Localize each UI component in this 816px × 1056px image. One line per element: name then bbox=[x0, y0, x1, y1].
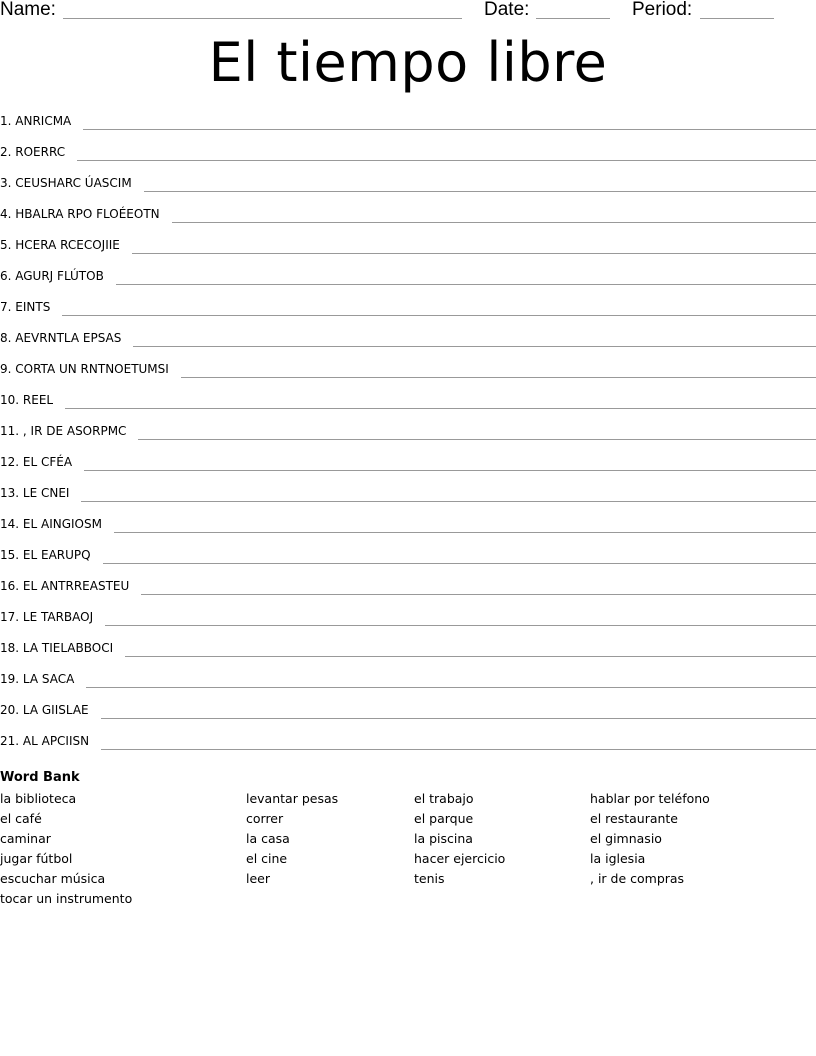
word-bank-word: el café bbox=[0, 811, 42, 826]
scramble-item bbox=[0, 173, 816, 204]
scramble-clue: 20. LA GIISLAE bbox=[0, 703, 89, 717]
scramble-clue: 8. AEVRNTLA EPSAS bbox=[0, 331, 122, 345]
scramble-item bbox=[0, 669, 816, 700]
answer-line[interactable] bbox=[65, 392, 816, 409]
scramble-clue: 9. CORTA UN RNTNOETUMSI bbox=[0, 362, 169, 376]
scramble-item bbox=[0, 700, 816, 731]
answer-line[interactable] bbox=[62, 299, 816, 316]
answer-line[interactable] bbox=[133, 330, 816, 347]
word-bank-word: el parque bbox=[414, 811, 474, 826]
scramble-clue: 15. EL EARUPQ bbox=[0, 548, 91, 562]
scramble-clue: 7. EINTS bbox=[0, 300, 51, 314]
scramble-clue: 19. LA SACA bbox=[0, 672, 75, 686]
period-label: Period: bbox=[632, 0, 693, 20]
scramble-item bbox=[0, 514, 816, 545]
word-bank-word: jugar fútbol bbox=[0, 851, 73, 866]
scramble-item bbox=[0, 142, 816, 173]
answer-line[interactable] bbox=[103, 547, 816, 564]
answer-line[interactable] bbox=[125, 640, 816, 657]
answer-line[interactable] bbox=[132, 237, 816, 254]
answer-line[interactable] bbox=[84, 454, 816, 471]
name-field[interactable] bbox=[63, 18, 462, 19]
answer-line[interactable] bbox=[181, 361, 816, 378]
scramble-item bbox=[0, 390, 816, 421]
answer-line[interactable] bbox=[81, 485, 816, 502]
word-bank-word: la piscina bbox=[414, 831, 473, 846]
scramble-item bbox=[0, 452, 816, 483]
word-bank-word: hacer ejercicio bbox=[414, 851, 506, 866]
scramble-clue: 6. AGURJ FLÚTOB bbox=[0, 269, 104, 283]
scramble-clue: 10. REEL bbox=[0, 393, 54, 407]
worksheet-title: El tiempo libre bbox=[208, 31, 608, 94]
scramble-clue: 5. HCERA RCECOJIIE bbox=[0, 238, 120, 252]
scramble-clue: 17. LE TARBAOJ bbox=[0, 610, 94, 624]
scramble-item bbox=[0, 576, 816, 607]
scramble-item bbox=[0, 545, 816, 576]
name-label: Name: bbox=[0, 0, 56, 20]
word-bank-word: el restaurante bbox=[590, 811, 679, 826]
scramble-clue: 16. EL ANTRREASTEU bbox=[0, 579, 130, 593]
scramble-list bbox=[0, 111, 816, 762]
scramble-clue: 3. CEUSHARC ÚASCIM bbox=[0, 176, 132, 190]
word-bank-word: la iglesia bbox=[590, 851, 646, 866]
scramble-item bbox=[0, 421, 816, 452]
scramble-item bbox=[0, 266, 816, 297]
scramble-item bbox=[0, 483, 816, 514]
scramble-item bbox=[0, 731, 816, 762]
word-bank-column bbox=[590, 789, 710, 889]
period-field[interactable] bbox=[700, 18, 774, 19]
word-bank-word: tocar un instrumento bbox=[0, 891, 133, 906]
scramble-item bbox=[0, 297, 816, 328]
scramble-clue: 4. HBALRA RPO FLOÉEOTN bbox=[0, 207, 160, 221]
scramble-clue: 14. EL AINGIOSM bbox=[0, 517, 102, 531]
answer-line[interactable] bbox=[101, 733, 816, 750]
answer-line[interactable] bbox=[144, 175, 816, 192]
word-bank-word: el gimnasio bbox=[590, 831, 662, 846]
word-bank-column bbox=[414, 789, 505, 889]
word-bank-column bbox=[246, 789, 338, 889]
answer-line[interactable] bbox=[83, 113, 816, 130]
scramble-clue: 1. ANRICMA bbox=[0, 114, 72, 128]
scramble-clue: 11. , IR DE ASORPMC bbox=[0, 424, 127, 438]
scramble-item bbox=[0, 607, 816, 638]
word-bank-word: correr bbox=[246, 811, 284, 826]
scramble-item bbox=[0, 235, 816, 266]
word-bank-word: levantar pesas bbox=[246, 791, 339, 806]
answer-line[interactable] bbox=[138, 423, 816, 440]
scramble-item bbox=[0, 111, 816, 142]
answer-line[interactable] bbox=[116, 268, 816, 285]
word-bank-word: el cine bbox=[246, 851, 288, 866]
scramble-item bbox=[0, 638, 816, 669]
word-bank-word: escuchar música bbox=[0, 871, 106, 886]
answer-line[interactable] bbox=[114, 516, 816, 533]
word-bank-word: el trabajo bbox=[414, 791, 474, 806]
word-bank-word: , ir de compras bbox=[590, 871, 685, 886]
word-bank-word: tenis bbox=[414, 871, 445, 886]
scramble-clue: 2. ROERRC bbox=[0, 145, 66, 159]
word-bank-word: hablar por teléfono bbox=[590, 791, 710, 806]
word-bank-word: leer bbox=[246, 871, 270, 886]
scramble-item bbox=[0, 359, 816, 390]
word-bank-word: la casa bbox=[246, 831, 290, 846]
scramble-item bbox=[0, 328, 816, 359]
word-bank-word: la biblioteca bbox=[0, 791, 77, 806]
answer-line[interactable] bbox=[86, 671, 816, 688]
date-label: Date: bbox=[484, 0, 530, 20]
scramble-clue: 21. AL APCIISN bbox=[0, 734, 90, 748]
word-bank-column bbox=[0, 789, 132, 909]
date-field[interactable] bbox=[536, 18, 610, 19]
word-bank-title: Word Bank bbox=[0, 770, 80, 785]
answer-line[interactable] bbox=[172, 206, 816, 223]
word-bank bbox=[0, 789, 816, 919]
student-info-header bbox=[0, 0, 816, 24]
scramble-clue: 12. EL CFÉA bbox=[0, 455, 73, 469]
answer-line[interactable] bbox=[141, 578, 816, 595]
answer-line[interactable] bbox=[105, 609, 816, 626]
scramble-item bbox=[0, 204, 816, 235]
answer-line[interactable] bbox=[77, 144, 816, 161]
answer-line[interactable] bbox=[101, 702, 816, 719]
word-bank-word: caminar bbox=[0, 831, 51, 846]
scramble-clue: 13. LE CNEI bbox=[0, 486, 70, 500]
scramble-clue: 18. LA TIELABBOCI bbox=[0, 641, 114, 655]
